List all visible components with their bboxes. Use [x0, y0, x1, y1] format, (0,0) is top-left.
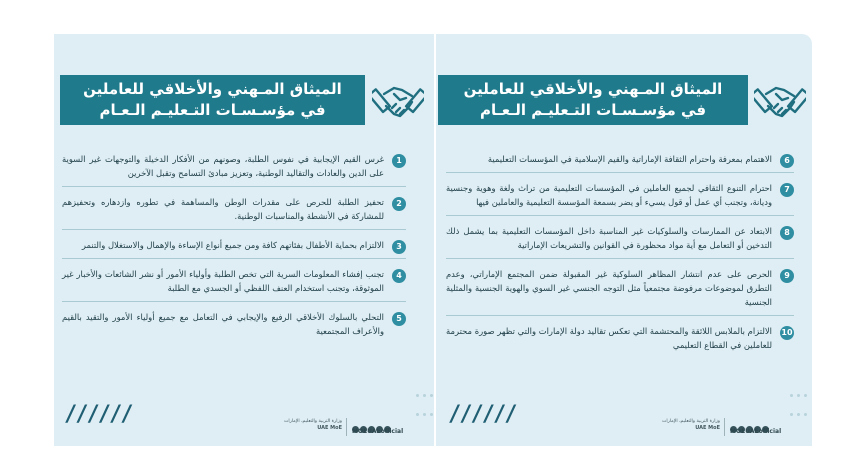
- title-line-1: الميثاق المـهني والأخلاقي للعاملين: [83, 80, 342, 98]
- title-line-2: في مؤسـسـات التـعليـم الـعـام: [99, 101, 326, 119]
- footer: [628, 416, 808, 440]
- decorative-dots: [788, 384, 810, 410]
- title-line-1: الميثاق المـهني والأخلاقي للعاملين: [463, 80, 723, 98]
- list-item: [62, 310, 406, 344]
- ministry-name-ar: وزارة التربية والتعليم، الإمارات: [662, 419, 720, 424]
- charter-card-right: [436, 34, 812, 446]
- title-band: [60, 75, 365, 125]
- item-number-badge: 2: [392, 197, 406, 211]
- item-text: الالتزام بالملابس اللائقة والمحتشمة التي تعكس تقاليد دولة الإمارات والتي تظهر صورة محترمة للعاملين في القطاع التعليمي: [446, 326, 772, 350]
- list-item: [446, 324, 794, 358]
- social-handle: MOEUAEofficial: [730, 428, 782, 435]
- decorative-slashes: //////: [448, 402, 516, 427]
- item-number-badge: 6: [780, 154, 794, 168]
- item-number-badge: 3: [392, 240, 406, 254]
- title-line-2: في مؤسـسـات التـعليـم الـعـام: [479, 101, 707, 119]
- footer: [250, 416, 430, 440]
- item-text: الحرص على عدم انتشار المظاهر السلوكية غير المقبولة ضمن المجتمع الإماراتي، وعدم التطرق لموضوعات مرفوضة مجتمعياً مثل التوجه الجنسي غير السوي والهوية الجنسية والمثلية الجنسية: [446, 269, 772, 307]
- item-text: الالتزام بحماية الأطفال بفئاتهم كافة ومن جميع أنواع الإساءة والإهمال والاستغلال والتنمر: [81, 240, 384, 250]
- item-text: غرس القيم الإيجابية في نفوس الطلبة، وصونهم من الأفكار الدخيلة والتوجهات غير السوية على الدين والعادات والتقاليد الوطنية، وتعزيز مبادئ التسامح وتقبل الآخرين: [62, 154, 384, 178]
- ministry-name-en: UAE MoE: [695, 425, 720, 431]
- list-item: [446, 267, 794, 316]
- list-item: [446, 181, 794, 216]
- ministry-name: [250, 418, 342, 432]
- footer-divider: [346, 418, 347, 436]
- handshake-icon: [754, 76, 806, 124]
- list-item: [446, 152, 794, 173]
- ministry-name-ar: وزارة التربية والتعليم، الإمارات: [284, 419, 342, 424]
- item-number-badge: 7: [780, 183, 794, 197]
- item-number-badge: 1: [392, 154, 406, 168]
- list-item: [62, 267, 406, 302]
- item-number-badge: 4: [392, 269, 406, 283]
- item-number-badge: 10: [780, 326, 794, 340]
- social-handle: MOEUAEofficial: [352, 428, 404, 435]
- card-title: [60, 79, 365, 121]
- item-number-badge: 8: [780, 226, 794, 240]
- list-item: [62, 238, 406, 259]
- decorative-slashes: //////: [64, 402, 132, 427]
- charter-card-left: [54, 34, 434, 446]
- item-text: التحلي بالسلوك الأخلاقي الرفيع والإيجابي في التعامل مع جميع أولياء الأمور والتقيد بالقيم والأعراف المجتمعية: [62, 312, 384, 336]
- charter-list: [446, 152, 794, 366]
- item-text: الاهتمام بمعرفة واحترام الثقافة الإماراتية والقيم الإسلامية في المؤسسات التعليمية: [487, 154, 772, 164]
- item-text: تحفيز الطلبة للحرص على مقدرات الوطن والمساهمة في تطوره وازدهاره وتحفيزهم للمشاركة في الأنشطة والمناسبات الوطنية.: [62, 197, 384, 221]
- charter-list: [62, 152, 406, 352]
- item-text: الابتعاد عن الممارسات والسلوكيات غير المناسبة داخل المؤسسات التعليمية بما يشمل ذلك التدخين أو التعامل مع أية مواد محظورة في القوانين والتشريعات الإماراتية: [446, 226, 772, 250]
- decorative-dots: [414, 384, 434, 410]
- item-number-badge: 9: [780, 269, 794, 283]
- title-band: [438, 75, 748, 125]
- ministry-name: [628, 418, 720, 432]
- handshake-icon: [372, 76, 424, 124]
- list-item: [62, 152, 406, 187]
- card-title: [438, 79, 748, 121]
- ministry-name-en: UAE MoE: [317, 425, 342, 431]
- list-item: [62, 195, 406, 230]
- list-item: [446, 224, 794, 259]
- footer-divider: [724, 418, 725, 436]
- item-number-badge: 5: [392, 312, 406, 326]
- item-text: تجنب إفشاء المعلومات السرية التي تخص الطلبة وأولياء الأمور أو نشر الشائعات والأخبار غير الموثوقة، وتجنب استخدام العنف اللفظي أو الجسدي مع الطلبة: [62, 269, 384, 293]
- item-text: احترام التنوع الثقافي لجميع العاملين في المؤسسات التعليمية من تراث ولغة وهوية وجنسية وديانة، وتجنب أي عمل أو قول يسيء أو يضر بسمعة المؤسسة التعليمية والعاملين فيها: [446, 183, 772, 207]
